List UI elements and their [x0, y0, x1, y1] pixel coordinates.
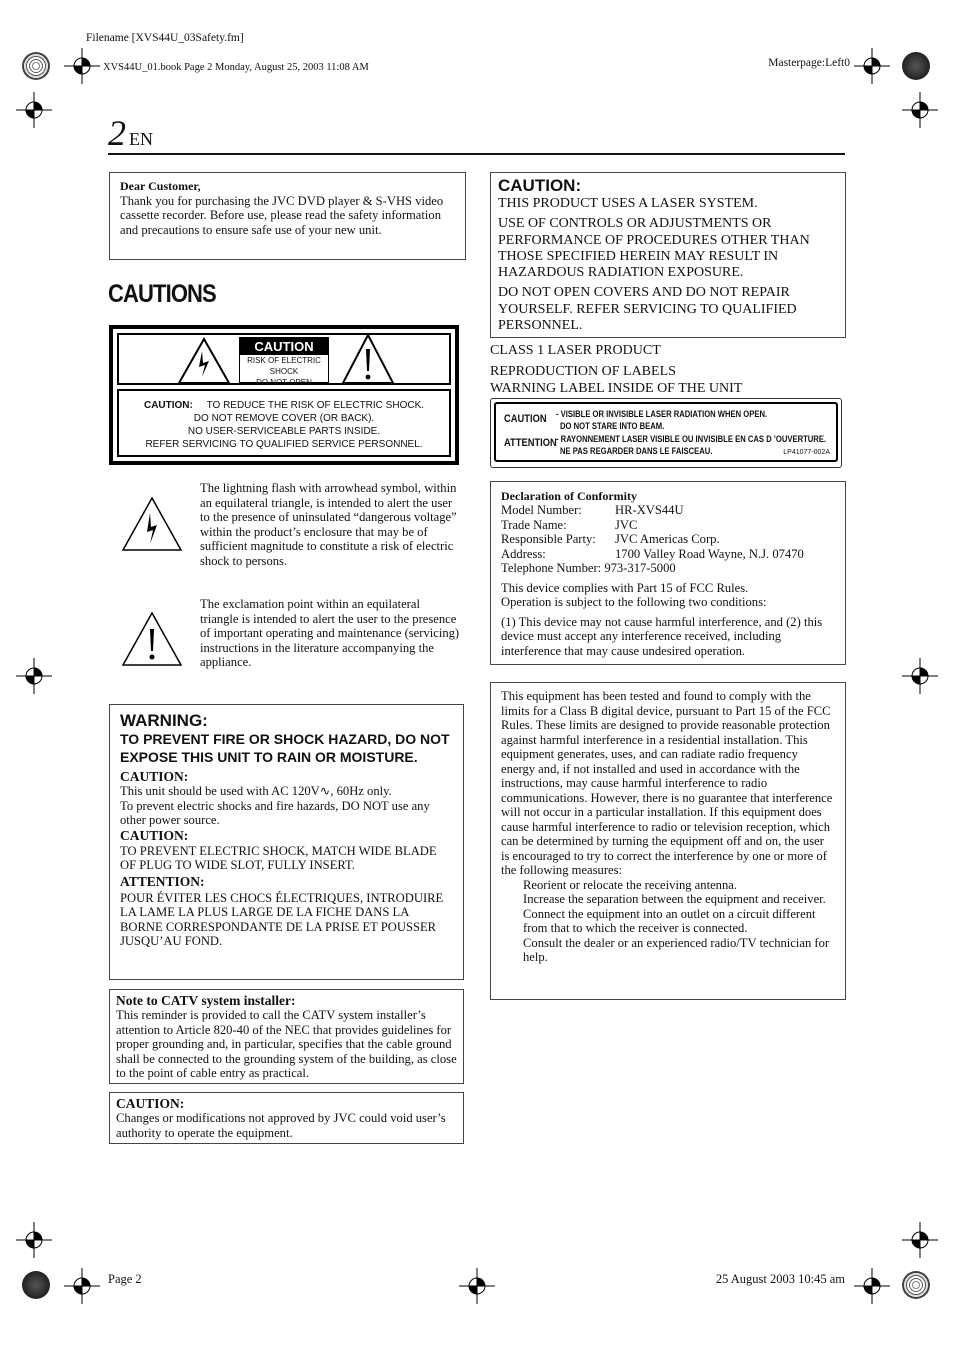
dear-customer-box	[109, 172, 466, 260]
page-lang: EN	[129, 129, 153, 149]
warning-caution1-text2: To prevent electric shocks and fire hazards, DO NOT use any other power source.	[120, 798, 430, 827]
laser-label-attention-t1: - RAYONNEMENT LASER VISIBLE OU INVISIBLE EN CAS D ’OUVERTURE.	[556, 434, 827, 444]
laser-label-attention-t2: NE PAS REGARDER DANS LE FAISCEAU.	[560, 446, 713, 456]
caution-label-prefix: CAUTION:	[143, 400, 193, 411]
laser-label-attention: ATTENTION	[504, 437, 557, 449]
laser-caution-title: CAUTION:	[498, 176, 582, 195]
conformity-row	[501, 518, 804, 533]
footer-page: Page 2	[108, 1272, 142, 1286]
conformity-label: Trade Name:	[501, 517, 567, 532]
laser-label-code: LP41077-002A	[783, 449, 830, 456]
caution-label-inner-bottom	[117, 389, 451, 457]
caution-badge: CAUTION	[240, 338, 328, 355]
registration-ball-bottom-left	[22, 1271, 50, 1299]
exclamation-triangle-icon	[341, 333, 395, 385]
catv-box	[109, 989, 464, 1084]
fcc-measure-1: Reorient or relocate the receiving antenna.	[523, 877, 737, 892]
conformity-value: JVC	[615, 517, 638, 532]
laser-class-line2: REPRODUCTION OF LABELS	[490, 364, 676, 380]
crosshair-icon	[854, 1268, 890, 1304]
laser-label-caution: CAUTION	[504, 413, 547, 425]
registration-ball-top-right	[902, 52, 930, 80]
warning-attention-title: ATTENTION:	[120, 873, 205, 889]
catv-title: Note to CATV system installer:	[116, 993, 296, 1008]
warning-attention-text: POUR ÉVITER LES CHOCS ÉLECTRIQUES, INTRODUIRE LA LAME LA PLUS LARGE DE LA FICHE DANS LA BORNE CORRESPONDANTE DE LA PRISE ET POUSSER JUSQU’AU FOND.	[120, 890, 444, 948]
warning-caution2-title: CAUTION:	[120, 827, 189, 843]
modification-caution-box	[109, 1092, 464, 1144]
crosshair-icon	[902, 92, 938, 128]
caution-label-line4: REFER SERVICING TO QUALIFIED SERVICE PERSONNEL.	[145, 439, 423, 450]
fcc-text: This equipment has been tested and found to comply with the limits for a Class B digital device, pursuant to Part 15 of the FCC Rules. These limits are designed to provide reasonable protection against harmful interference in a residential installation. This equipment generates, uses, and can radiate radio frequency energy and, if not installed and used in accordance with the instructions, may cause harmful interference to radio communications. However, there is no guarantee that interference will not occur in a particular installation. If this equipment does cause harmful interference to radio or television reception, which can be determined by turning the equipment off and on, the user is encouraged to try to correct the interference by one or more of the following measures:	[501, 689, 833, 877]
warning-caution1-tail: , 60Hz only.	[330, 784, 392, 798]
header-filename: Filename [XVS44U_03Safety.fm]	[86, 32, 244, 44]
laser-label-caution-t2: DO NOT STARE INTO BEAM.	[560, 421, 665, 431]
conformity-label: Responsible Party:	[501, 532, 596, 546]
caution-label	[109, 325, 459, 465]
laser-caution-p1: THIS PRODUCT USES A LASER SYSTEM.	[498, 196, 758, 211]
fcc-measure-4: Consult the dealer or an experienced radio/TV technician for help.	[523, 935, 830, 964]
registration-ball-bottom-right	[902, 1271, 930, 1299]
laser-caution-p2: USE OF CONTROLS OR ADJUSTMENTS OR PERFORMANCE OF PROCEDURES OTHER THAN THOSE SPECIFIED HEREIN MAY RESULT IN HAZARDOUS RADIATION EXPOSURE.	[498, 216, 810, 281]
caution-label-line3: NO USER-SERVICEABLE PARTS INSIDE.	[187, 426, 381, 437]
conformity-value: JVC Americas Corp.	[615, 532, 720, 546]
cautions-title: CAUTIONS	[108, 280, 216, 308]
modification-caution-text: Changes or modifications not approved by JVC could void user’s authority to operate the equipment.	[116, 1111, 446, 1140]
conformity-title: Declaration of Conformity	[501, 489, 637, 503]
warning-caution2-text: TO PREVENT ELECTRIC SHOCK, MATCH WIDE BLADE OF PLUG TO WIDE SLOT, FULLY INSERT.	[120, 843, 437, 872]
laser-class-line1: CLASS 1 LASER PRODUCT	[490, 343, 661, 358]
warning-box	[109, 704, 464, 980]
conformity-box	[490, 481, 846, 665]
crosshair-icon	[854, 48, 890, 84]
conformity-label: Address:	[501, 546, 546, 561]
laser-warning-label-inner	[494, 402, 838, 462]
conformity-value: HR-XVS44U	[615, 503, 684, 517]
exclamation-description: The exclamation point within an equilateral triangle is intended to alert the user to the presence of important operating and maintenance (servicing) instructions in the literature accompanying the appliance.	[200, 597, 460, 669]
fcc-box	[490, 682, 846, 1000]
crosshair-icon	[16, 92, 52, 128]
crosshair-icon	[902, 658, 938, 694]
lightning-description: The lightning flash with arrowhead symbol, within an equilateral triangle, is intended to alert the user to the presence of uninsulated “dangerous voltage” within the product’s enclosure that may be of sufficient magnitude to constitute a risk of electric shock to persons.	[200, 481, 457, 568]
conformity-phone: Telephone Number: 973-317-5000	[501, 561, 676, 575]
caution-label-line1	[119, 399, 449, 412]
laser-caution-p3: DO NOT OPEN COVERS AND DO NOT REPAIR YOURSELF. REFER SERVICING TO QUALIFIED PERSONNEL.	[498, 285, 797, 334]
header-book-line: XVS44U_01.book Page 2 Monday, August 25, 2003 11:08 AM	[103, 62, 369, 73]
registration-ball-top-left	[22, 52, 50, 80]
laser-label-caution-t1: - VISIBLE OR INVISIBLE LASER RADIATION WHEN OPEN.	[556, 409, 768, 419]
header-masterpage: Masterpage:Left0	[768, 57, 850, 69]
page-number: 2	[108, 113, 126, 153]
conformity-row	[501, 547, 804, 562]
warning-caution1-voltage: This unit should be used with AC 120V	[120, 784, 320, 798]
crosshair-icon	[16, 658, 52, 694]
conformity-row	[501, 503, 804, 518]
caution-risk-line2: DO NOT OPEN	[256, 378, 312, 387]
dear-customer-text: Thank you for purchasing the JVC DVD player & S-VHS video cassette recorder. Before use, please read the safety information and precautions to ensure safe use of your new unit.	[120, 193, 444, 237]
crosshair-icon	[459, 1268, 495, 1304]
caution-label-line2: DO NOT REMOVE COVER (OR BACK).	[193, 413, 375, 424]
fcc-measure-2: Increase the separation between the equipment and receiver.	[523, 892, 826, 906]
conformity-fcc3: (1) This device may not cause harmful interference, and (2) this device must accept any interference received, including interference that may cause undesired operation.	[501, 614, 823, 658]
caution-badge-box	[239, 337, 329, 387]
conformity-table	[501, 503, 804, 561]
catv-text: This reminder is provided to call the CATV system installer’s attention to Article 820-40 of the NEC that provides guidelines for proper grounding and, in particular, specifies that the cable ground shall be connected to the grounding system of the building, as close to the point of cable entry as practical.	[116, 1008, 457, 1080]
crosshair-icon	[64, 48, 100, 84]
warning-caution1-text	[120, 784, 453, 799]
laser-class-line3: WARNING LABEL INSIDE OF THE UNIT	[490, 380, 743, 396]
ac-wave-icon: ∿	[319, 784, 331, 798]
footer-date: 25 August 2003 10:45 am	[715, 1272, 845, 1286]
laser-caution-box	[490, 172, 846, 338]
lightning-triangle-icon	[121, 496, 183, 552]
exclamation-triangle-icon	[121, 611, 183, 667]
heading-rule	[108, 153, 845, 155]
warning-caution1-title: CAUTION:	[120, 769, 189, 784]
page-heading	[108, 114, 153, 152]
caution-label-line1-text: TO REDUCE THE RISK OF ELECTRIC SHOCK.	[206, 400, 425, 411]
fcc-measure-3: Connect the equipment into an outlet on a circuit different from that to which the receiver is connected.	[523, 906, 816, 935]
lightning-triangle-icon	[177, 337, 231, 385]
laser-class-block	[490, 343, 850, 397]
warning-headline: TO PREVENT FIRE OR SHOCK HAZARD, DO NOT EXPOSE THIS UNIT TO RAIN OR MOISTURE.	[120, 731, 450, 765]
conformity-value: 1700 Valley Road Wayne, N.J. 07470	[615, 546, 804, 561]
laser-warning-label	[490, 398, 842, 468]
conformity-fcc1: This device complies with Part 15 of FCC Rules.	[501, 580, 749, 595]
conformity-fcc2: Operation is subject to the following two conditions:	[501, 595, 767, 609]
caution-risk-line1: RISK OF ELECTRIC SHOCK	[247, 356, 321, 376]
crosshair-icon	[16, 1222, 52, 1258]
crosshair-icon	[902, 1222, 938, 1258]
warning-title: WARNING:	[120, 711, 208, 730]
conformity-row	[501, 532, 804, 547]
modification-caution-title: CAUTION:	[116, 1096, 185, 1111]
conformity-label: Model Number:	[501, 503, 582, 517]
crosshair-icon	[64, 1268, 100, 1304]
dear-customer-title: Dear Customer,	[120, 179, 201, 193]
